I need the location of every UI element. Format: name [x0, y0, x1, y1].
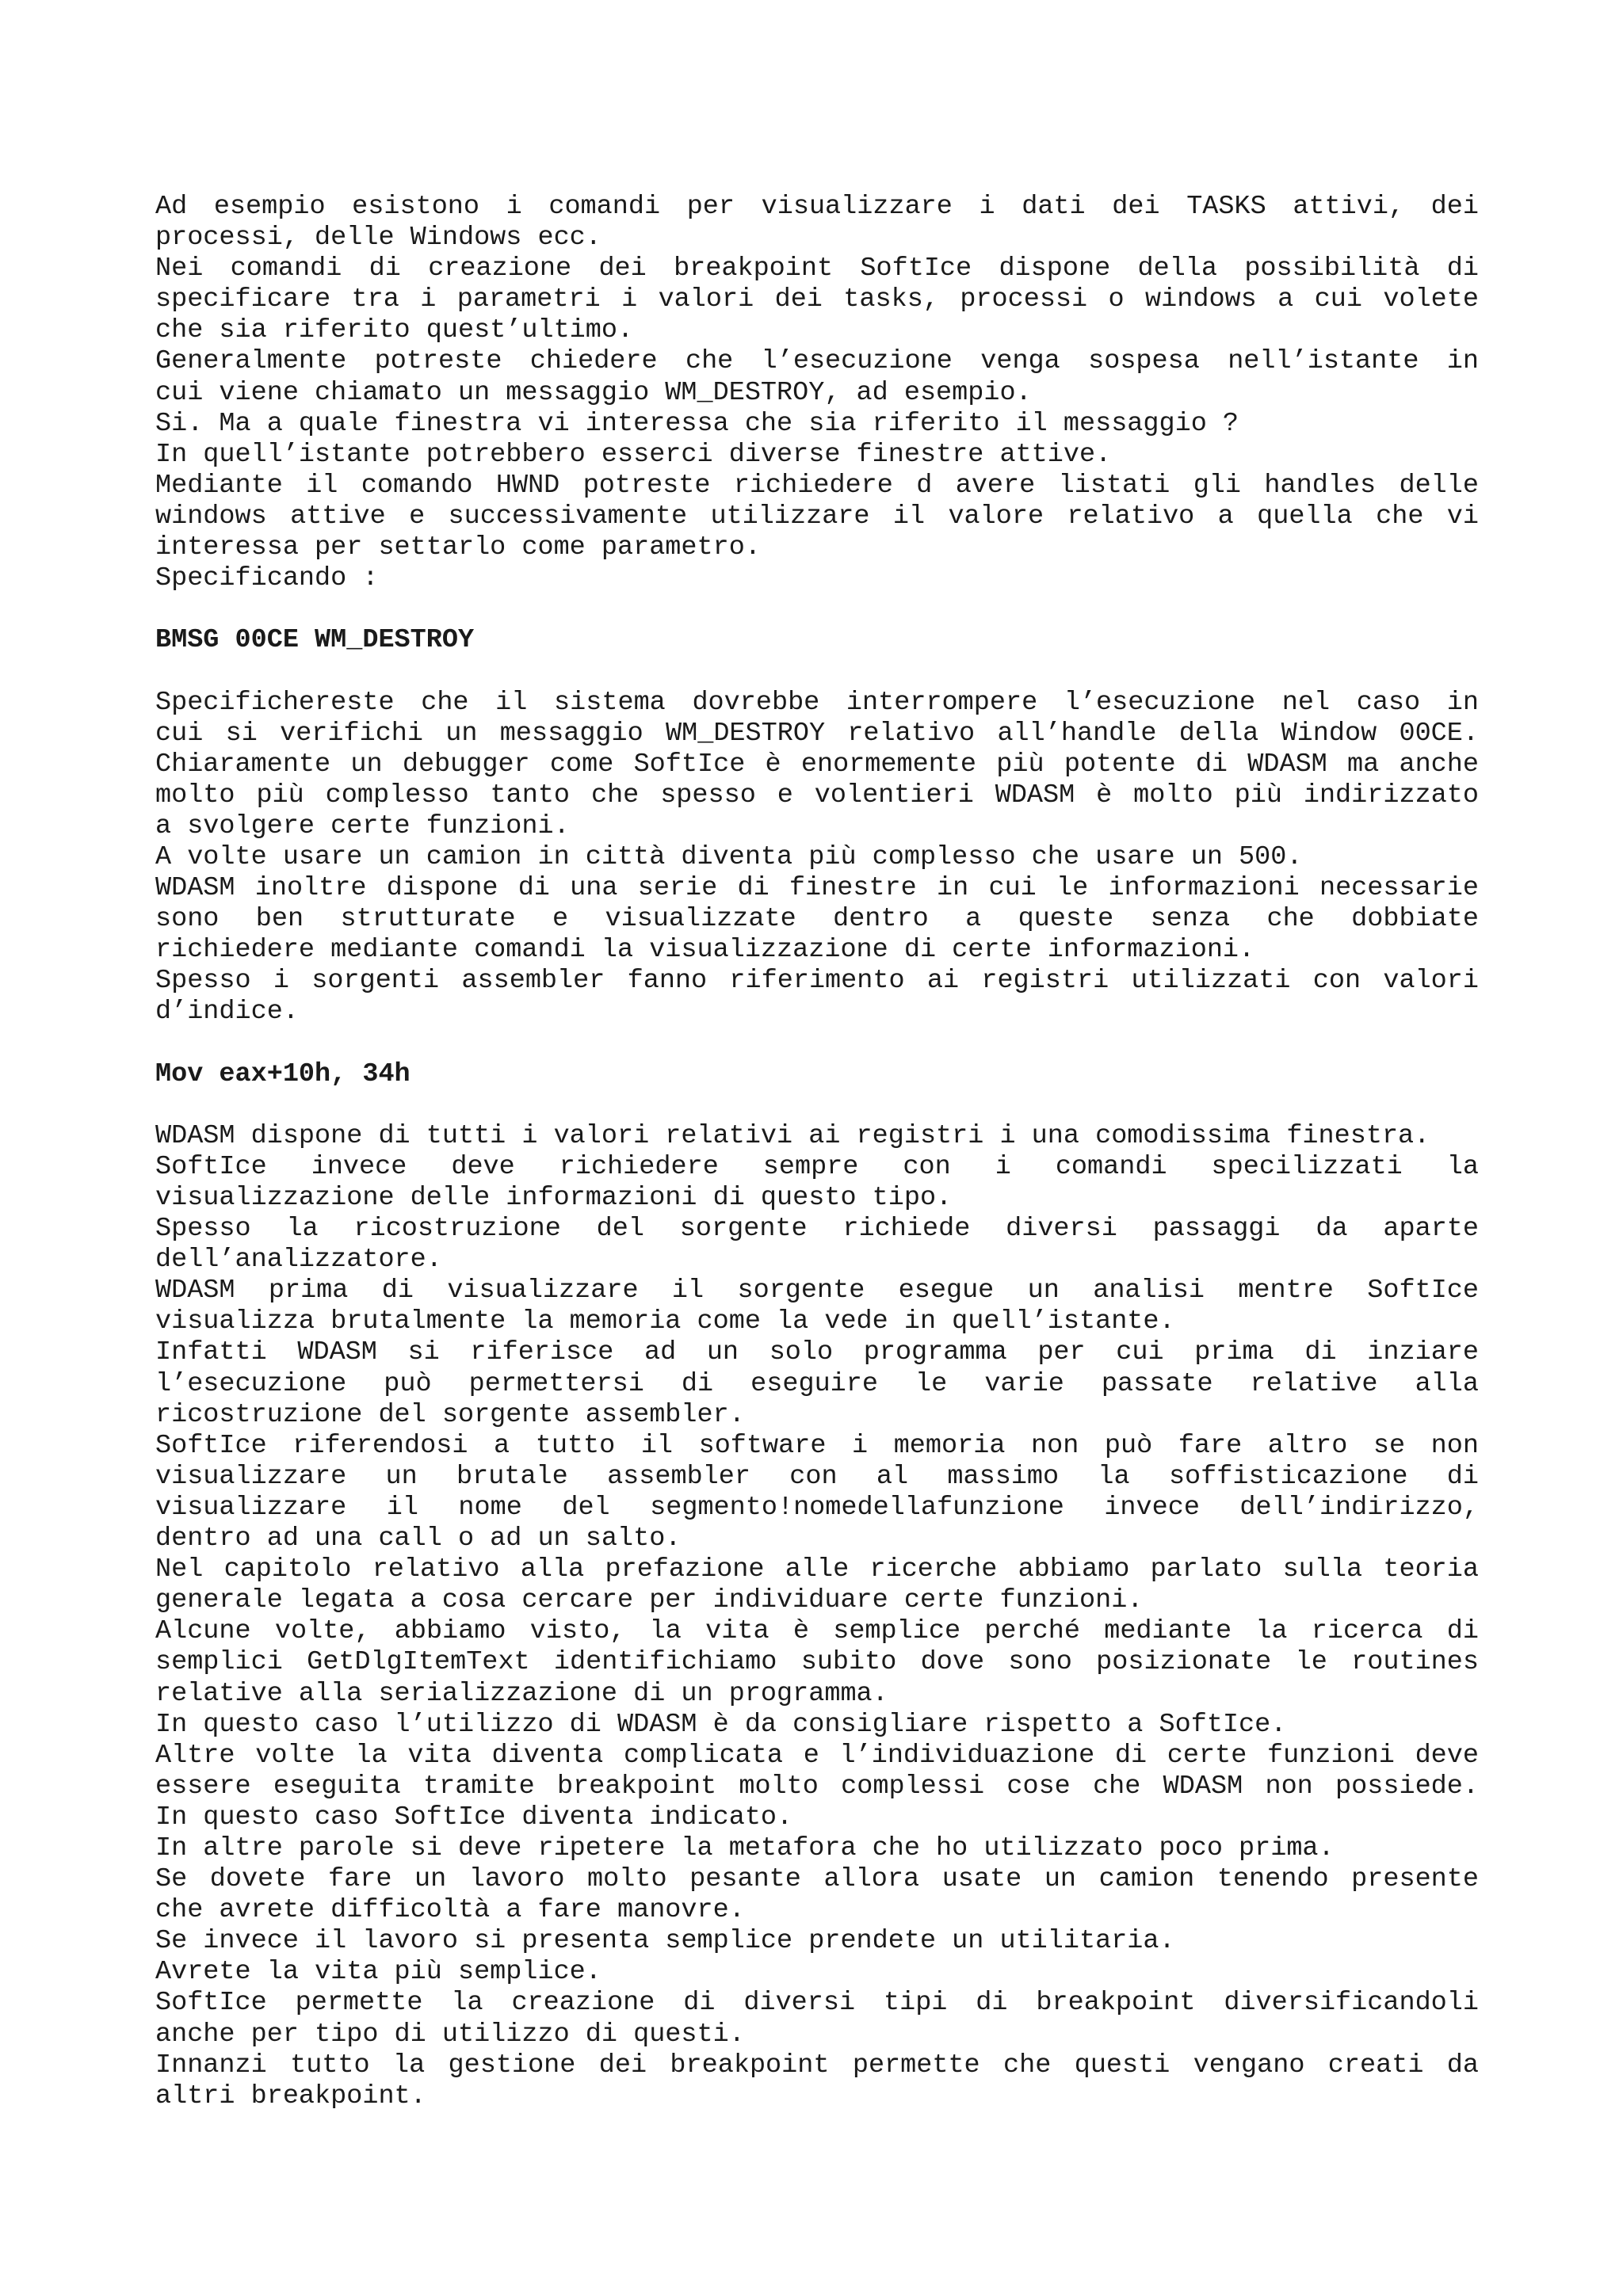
text-line: cui viene chiamato un messaggio WM_DESTROY, ad esempio. [155, 377, 1032, 408]
text-line: processi, delle Windows ecc. [155, 223, 601, 254]
text-line: visualizza brutalmente la memoria come la vede in quell’istante. [155, 1306, 1175, 1337]
text-line: l’esecuzione può permettersi di eseguire le varie passate relative alla [155, 1368, 1479, 1399]
paragraph [155, 1741, 1479, 1802]
text-line: A volte usare un camion in città diventa più complesso che usare un 500. [155, 841, 1303, 872]
text-line: molto più complesso tanto che spesso e volentieri WDASM è molto più indirizzato [155, 780, 1479, 810]
paragraph [155, 873, 1479, 966]
paragraph [155, 1554, 1479, 1616]
paragraph [155, 1864, 1479, 1926]
paragraph [155, 563, 1479, 594]
text-line: a svolgere certe funzioni. [155, 810, 570, 841]
text-line: Spesso la ricostruzione del sorgente richiede diversi passaggi da aparte [155, 1214, 1479, 1245]
text-line: Mediante il comando HWND potreste richiedere d avere listati gli handles delle [155, 470, 1479, 501]
text-line: Se invece il lavoro si presenta semplice prendete un utilitaria. [155, 1926, 1175, 1957]
paragraph [155, 688, 1479, 749]
paragraph [155, 440, 1479, 471]
text-line: dentro ad una call o ad un salto. [155, 1524, 682, 1554]
text-line: In altre parole si deve ripetere la metafora che ho utilizzato poco prima. [155, 1833, 1335, 1863]
paragraph [155, 2050, 1479, 2112]
paragraph [155, 1710, 1479, 1741]
text-line: cui si verifichi un messaggio WM_DESTROY relativo all’handle della Window 00CE. [155, 718, 1479, 749]
text-line: sono ben strutturate e visualizzate dentro a queste senza che dobbiate [155, 904, 1479, 935]
text-line: In questo caso l’utilizzo di WDASM è da consigliare rispetto a SoftIce. [155, 1709, 1287, 1740]
text-line: altri breakpoint. [155, 2081, 426, 2111]
paragraph [155, 192, 1479, 254]
paragraph [155, 842, 1479, 873]
text-line: WDASM dispone di tutti i valori relativi ai registri i una comodissima finestra. [155, 1120, 1430, 1151]
blank-line [155, 1028, 1479, 1059]
text-line: Nei comandi di creazione dei breakpoint SoftIce dispone della possibilità di [155, 254, 1479, 284]
text-line: Chiaramente un debugger come SoftIce è enormemente più potente di WDASM ma anche [155, 749, 1479, 780]
text-line: interessa per settarlo come parametro. [155, 532, 761, 563]
document-page [155, 192, 1479, 2112]
paragraph [155, 1616, 1479, 1709]
paragraph [155, 1802, 1479, 1833]
text-line: richiedere mediante comandi la visualizzazione di certe informazioni. [155, 935, 1255, 966]
paragraph [155, 1152, 1479, 1214]
paragraph [155, 749, 1479, 842]
blank-line [155, 594, 1479, 625]
text-line: Se dovete fare un lavoro molto pesante allora usate un camion tenendo presente [155, 1864, 1479, 1895]
text-line: semplici GetDlgItemText identifichiamo subito dove sono posizionate le routines [155, 1647, 1479, 1678]
paragraph [155, 966, 1479, 1028]
text-line: Specifichereste che il sistema dovrebbe interrompere l’esecuzione nel caso in [155, 687, 1479, 718]
text-line: Alcune volte, abbiamo visto, la vita è semplice perché mediante la ricerca di [155, 1616, 1479, 1647]
text-line: visualizzazione delle informazioni di questo tipo. [155, 1183, 953, 1213]
text-line: specificare tra i parametri i valori dei tasks, processi o windows a cui volete [155, 284, 1479, 315]
text-line: Infatti WDASM si riferisce ad un solo programma per cui prima di inziare [155, 1337, 1479, 1368]
text-line: anche per tipo di utilizzo di questi. [155, 2019, 745, 2050]
text-line: Avrete la vita più semplice. [155, 1957, 601, 1988]
text-line: visualizzare il nome del segmento!nomedellafunzione invece dell’indirizzo, [155, 1492, 1479, 1523]
paragraph [155, 254, 1479, 346]
paragraph [155, 1957, 1479, 1988]
text-line: Altre volte la vita diventa complicata e l’individuazione di certe funzioni deve [155, 1740, 1479, 1771]
text-line: essere eseguita tramite breakpoint molto complessi cose che WDASM non possiede. [155, 1771, 1479, 1802]
text-line: che avrete difficoltà a fare manovre. [155, 1895, 745, 1926]
paragraph [155, 1337, 1479, 1430]
paragraph [155, 346, 1479, 408]
code-heading: Mov eax+10h, 34h [155, 1058, 411, 1089]
text-line: SoftIce riferendosi a tutto il software i memoria non può fare altro se non [155, 1430, 1479, 1461]
text-line: WDASM inoltre dispone di una serie di finestre in cui le informazioni necessarie [155, 873, 1479, 904]
paragraph [155, 1121, 1479, 1152]
paragraph [155, 1431, 1479, 1554]
paragraph [155, 1988, 1479, 2050]
paragraph [155, 1926, 1479, 1957]
paragraph [155, 1276, 1479, 1337]
text-line: ricostruzione del sorgente assembler. [155, 1399, 745, 1430]
text-line: Generalmente potreste chiedere che l’esecuzione venga sospesa nell’istante in [155, 346, 1479, 377]
paragraph [155, 409, 1479, 440]
text-line: dell’analizzatore. [155, 1245, 442, 1276]
text-line: Spesso i sorgenti assembler fanno riferimento ai registri utilizzati con valori [155, 966, 1479, 997]
text-line: d’indice. [155, 997, 299, 1028]
text-line: Innanzi tutto la gestione dei breakpoint permette che questi vengano creati da [155, 2050, 1479, 2081]
text-line: WDASM prima di visualizzare il sorgente esegue un analisi mentre SoftIce [155, 1276, 1479, 1306]
text-line: generale legata a cosa cercare per individuare certe funzioni. [155, 1585, 1144, 1616]
text-line: che sia riferito quest’ultimo. [155, 315, 634, 346]
text-line: Si. Ma a quale finestra vi interessa che sia riferito il messaggio ? [155, 408, 1239, 439]
text-line: Nel capitolo relativo alla prefazione alle ricerche abbiamo parlato sulla teoria [155, 1554, 1479, 1585]
paragraph [155, 1833, 1479, 1864]
text-line: Specificando : [155, 563, 379, 594]
text-line: SoftIce permette la creazione di diversi tipi di breakpoint diversificandoli [155, 1988, 1479, 2019]
blank-line [155, 1090, 1479, 1121]
blank-line [155, 656, 1479, 687]
paragraph [155, 1214, 1479, 1276]
text-line: In questo caso SoftIce diventa indicato. [155, 1802, 793, 1833]
paragraph [155, 471, 1479, 563]
text-line: Ad esempio esistono i comandi per visualizzare i dati dei TASKS attivi, dei [155, 192, 1479, 222]
text-line: windows attive e successivamente utilizzare il valore relativo a quella che vi [155, 501, 1479, 532]
code-heading: BMSG 00CE WM_DESTROY [155, 625, 475, 656]
text-line: SoftIce invece deve richiedere sempre con i comandi specilizzati la [155, 1151, 1479, 1182]
text-line: In quell’istante potrebbero esserci diverse finestre attive. [155, 439, 1112, 470]
text-line: relative alla serializzazione di un programma. [155, 1678, 888, 1709]
text-line: visualizzare un brutale assembler con al massimo la soffisticazione di [155, 1461, 1479, 1492]
